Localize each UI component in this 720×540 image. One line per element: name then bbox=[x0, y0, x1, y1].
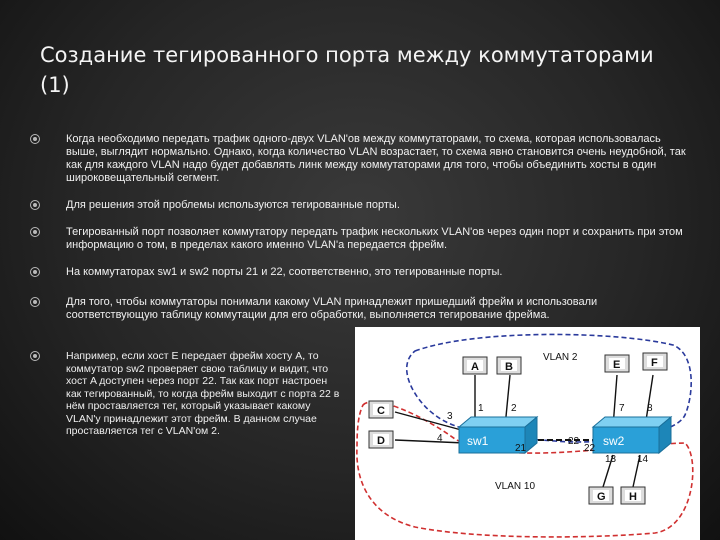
host-label: G bbox=[597, 491, 606, 503]
switch-label: sw1 bbox=[467, 434, 489, 448]
switch-label: sw2 bbox=[603, 434, 625, 448]
bullet-icon bbox=[30, 134, 40, 144]
bullet-text: Для того, чтобы коммутаторы понимали какому VLAN принадлежит пришедший фрейм и использовали соответствующую таблицу коммутации для его обработки, выполняется тегирование фрейма. bbox=[66, 296, 598, 321]
port-label: 22 bbox=[568, 436, 580, 447]
vlan10-label: VLAN 10 bbox=[495, 481, 536, 492]
host-e-icon bbox=[605, 355, 629, 372]
bullet-icon bbox=[30, 200, 40, 210]
host-d-icon bbox=[369, 431, 393, 448]
port-label: 13 bbox=[605, 454, 617, 465]
host-label: C bbox=[377, 405, 385, 417]
host-a-icon bbox=[463, 357, 487, 374]
bullet-icon bbox=[30, 351, 40, 361]
port-label: 2 bbox=[511, 403, 517, 414]
port-label: 3 bbox=[447, 411, 453, 422]
network-diagram bbox=[355, 327, 700, 540]
host-f-icon bbox=[643, 353, 667, 370]
bullet-icon bbox=[30, 297, 40, 307]
host-c-icon bbox=[369, 401, 393, 418]
bullet-icon bbox=[30, 267, 40, 277]
host-label: H bbox=[629, 491, 637, 503]
host-label: A bbox=[471, 361, 479, 373]
vlan2-label: VLAN 2 bbox=[543, 352, 578, 363]
port-label: 22 bbox=[584, 443, 596, 454]
host-h-icon bbox=[621, 487, 645, 504]
bullet-icon bbox=[30, 227, 40, 237]
bullet-text: Когда необходимо передать трафик одного-двух VLAN'ов между коммутаторами, то схема, которая использовалась выше, выглядит нормально. Однако, когда количество VLAN возрастает, то схема явно становится очень неудобной, так как для каждого VLAN надо будет добавлять линк между коммутаторами для того, чтобы объединить хосты в один широковещательный сегмент. bbox=[66, 133, 686, 184]
bullet-text: Тегированный порт позволяет коммутатору передать трафик нескольких VLAN'ов через один порт и сохранить при этом информацию о том, в пределах какого именно VLAN'а передается фрейм. bbox=[66, 226, 683, 251]
host-b-icon bbox=[497, 357, 521, 374]
bullet-text: Например, если хост E передает фрейм хосту A, то коммутатор sw2 проверяет свою таблицу и видит, что хост A доступен через порт 22. Так как порт настроен как тегированный, то когда фрейм выходит с порта 22 в нём проставляется тег, который указывает какому VLAN'у принадлежит этот фрейм. В данном случае проставляется тег с VLAN'ом 2. bbox=[66, 350, 340, 437]
port-label: 8 bbox=[647, 403, 653, 414]
switch-sw2 bbox=[593, 417, 671, 453]
host-label: D bbox=[377, 435, 385, 447]
port-label: 4 bbox=[437, 433, 443, 444]
host-label: B bbox=[505, 361, 513, 373]
port-label: 7 bbox=[619, 403, 625, 414]
host-label: F bbox=[651, 357, 658, 369]
port-label: 14 bbox=[637, 454, 649, 465]
slide-title: Создание тегированного порта между коммутаторами (1) bbox=[40, 43, 654, 97]
port-label: 21 bbox=[515, 443, 527, 454]
network-diagram-svg bbox=[355, 327, 700, 540]
bullet-text: Для решения этой проблемы используются тегированные порты. bbox=[66, 199, 400, 211]
host-g-icon bbox=[589, 487, 613, 504]
host-label: E bbox=[613, 359, 621, 371]
bullet-text: На коммутаторах sw1 и sw2 порты 21 и 22, соответственно, это тегированные порты. bbox=[66, 266, 503, 278]
port-label: 1 bbox=[478, 403, 484, 414]
